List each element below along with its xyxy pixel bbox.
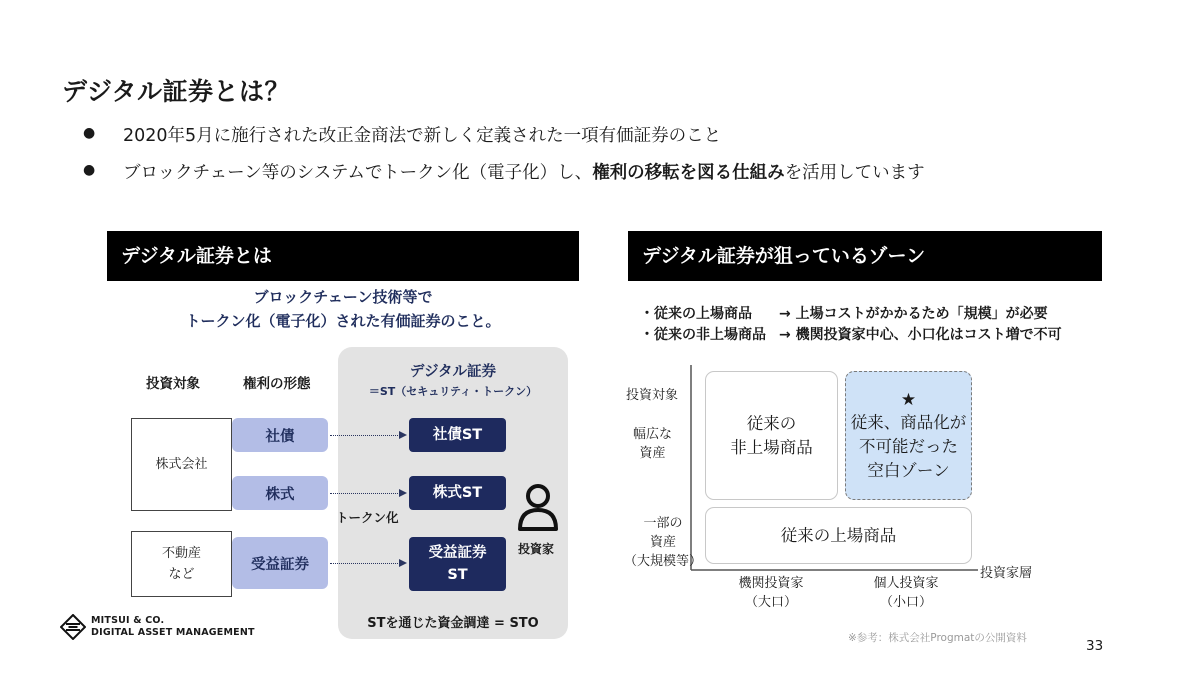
y-label-part-line3: （大規模等） (624, 554, 703, 569)
cell-unlisted-line2: 非上場商品 (730, 437, 813, 457)
st-trust-line1: 受益証券 (428, 545, 487, 561)
bullet-text: 2020年5月に施行された改正金商法で新しく定義された一項有価証券のこと (123, 126, 722, 146)
person-icon (517, 482, 559, 532)
left-panel-header: デジタル証券とは (107, 231, 579, 281)
page-title: デジタル証券とは？ (62, 77, 291, 106)
cell-listed (705, 507, 972, 564)
cell-listed-text: 従来の上場商品 (780, 525, 897, 545)
digital-sub: ＝ST（セキュリティ・トークン） (368, 385, 538, 398)
token-arrow-stock (330, 493, 400, 494)
company-logo-text (91, 615, 255, 639)
cell-blank-line3: 空白ゾーン (867, 460, 950, 480)
cell-unlisted (705, 371, 838, 500)
investor-label: 投資家 (518, 542, 555, 556)
bullet-text-bold: 権利の移転を図る仕組み (592, 163, 785, 183)
zone-line-listed (640, 304, 1048, 325)
form-bond: 社債 (232, 418, 328, 452)
target-realestate-line1: 不動産 (161, 546, 201, 561)
logo-line2: DIGITAL ASSET MANAGEMENT (91, 627, 255, 638)
zone-line-unlisted-desc: → 機関投資家中心、小口化はコスト増で不可 (779, 327, 1062, 343)
sto-caption: STを通じた資金調達 = STO (367, 616, 539, 631)
col-head-target: 投資対象 (146, 376, 200, 392)
arrow-head-icon (399, 489, 407, 497)
bullet-text-post: を活用しています (784, 163, 925, 183)
token-arrow-bond (330, 435, 400, 436)
x-label-institutional (727, 574, 815, 612)
star-icon: ★ (900, 389, 917, 410)
x-label-retail (862, 574, 950, 612)
cell-blank-line2: 不可能だった (859, 436, 958, 456)
arrow-head-icon (399, 559, 407, 567)
target-realestate-box (131, 531, 232, 597)
y-axis-title: 投資対象 (626, 388, 679, 403)
bullet-text-pre: ブロックチェーン等のシステムでトークン化（電子化）し、 (123, 163, 593, 183)
tokenize-label: トークン化 (336, 510, 399, 525)
form-stock: 株式 (232, 476, 328, 510)
arrow-head-icon (399, 431, 407, 439)
st-bond: 社債ST (409, 418, 506, 452)
cell-unlisted-line1: 従来の (746, 413, 797, 433)
st-trust (409, 537, 506, 591)
bullet-marker: ● (83, 125, 96, 141)
st-stock: 株式ST (409, 476, 506, 510)
x-label-retail-line1: 個人投資家 (873, 576, 939, 591)
x-axis-title: 投資家層 (980, 566, 1033, 581)
digital-title: デジタル証券 (409, 364, 497, 380)
y-label-part-line1: 一部の (643, 516, 683, 531)
target-company-box: 株式会社 (131, 418, 232, 511)
target-realestate-line2: など (168, 567, 195, 582)
form-trust: 受益証券 (232, 537, 328, 589)
cell-blank-line1: 従来、商品化が (850, 412, 967, 432)
digital-securities-heading (338, 360, 568, 399)
x-label-inst-line2: （大口） (744, 595, 797, 610)
y-label-wide-line2: 資産 (639, 446, 666, 461)
zone-line-unlisted-label: ・従来の非上場商品 (640, 327, 766, 343)
y-label-part (624, 514, 702, 571)
left-subtitle-line1: ブロックチェーン技術等で (253, 288, 433, 306)
bullet-marker: ● (83, 162, 96, 178)
logo-line1: MITSUI & CO. (91, 615, 165, 626)
x-label-inst-line1: 機関投資家 (738, 576, 804, 591)
right-panel-header: デジタル証券が狙っているゾーン (628, 231, 1102, 281)
left-subtitle-line2: トークン化（電子化）された有価証券のこと。 (185, 312, 501, 330)
y-label-part-line2: 資産 (650, 535, 677, 550)
mitsui-logo-icon (60, 614, 86, 640)
left-subtitle (107, 285, 579, 333)
x-label-retail-line2: （小口） (879, 595, 932, 610)
bullet-text (123, 159, 925, 184)
st-trust-line2: ST (447, 567, 468, 583)
source-note: ※参考：株式会社Progmatの公開資料 (848, 632, 1027, 644)
token-arrow-trust (330, 563, 400, 564)
zone-line-listed-label: ・従来の上場商品 (640, 306, 752, 322)
page-number: 33 (1086, 638, 1104, 654)
zone-line-listed-desc: → 上場コストがかかるため「規模」が必要 (779, 306, 1048, 322)
y-label-wide (633, 425, 672, 463)
zone-line-unlisted (640, 325, 1062, 346)
cell-blank-zone (845, 371, 972, 500)
col-head-right-form: 権利の形態 (243, 376, 311, 392)
y-label-wide-line1: 幅広な (633, 427, 673, 442)
